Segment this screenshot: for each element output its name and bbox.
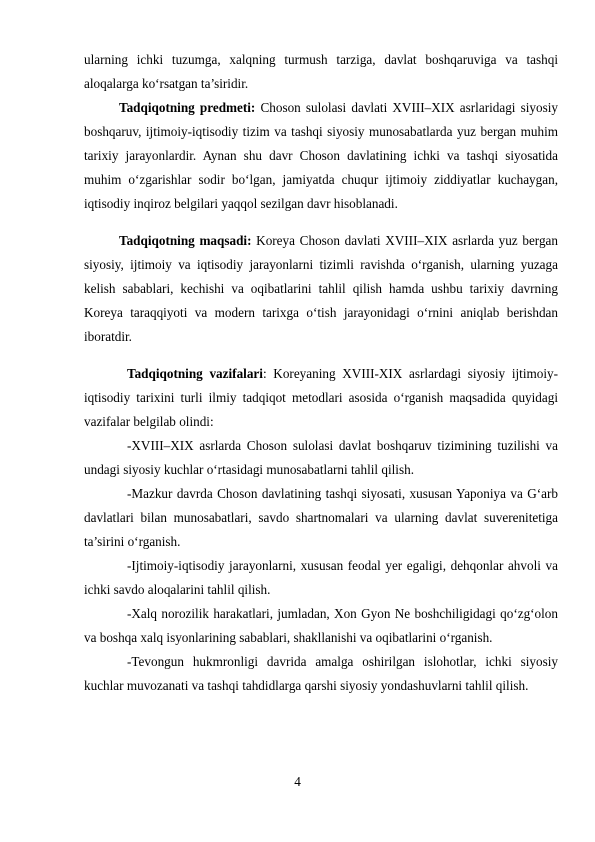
page-number: 4 — [294, 774, 301, 789]
research-tasks-label: Tadqiqotning vazifalari — [127, 366, 263, 381]
research-subject-paragraph — [84, 96, 558, 216]
research-goal-text: Koreya Choson davlati XVIII–XIX asrlarda yuz bergan siyosiy, ijtimoiy va iqtisodiy jarayonlarni tizimli ravishda o‘rganish, ularning yuzaga kelish sabablari, kechishi va oqibatlarini tahlil qilish hamda ushbu tarixiy davrning Koreya taraqqiyoti va modern tarixga o‘tish jarayonidagi o‘rnini aniqlab berishdan iboratdir. — [84, 233, 558, 344]
document-page — [84, 48, 558, 698]
research-goal-label: Tadqiqotning maqsadi: — [119, 233, 252, 248]
research-tasks-paragraph — [84, 362, 558, 434]
task-item: -Tevongun hukmronligi davrida amalga oshirilgan islohotlar, ichki siyosiy kuchlar muvozanati va tashqi tahdidlarga qarshi siyosiy yondashuvlarni tahlil qilish. — [84, 654, 558, 693]
task-item: -Ijtimoiy-iqtisodiy jarayonlarni, xususan feodal yer egaligi, dehqonlar ahvoli va ichki savdo aloqalarini tahlil qilish. — [84, 558, 558, 597]
research-tasks-text: : Koreyaning XVIII-XIX asrlardagi siyosiy ijtimoiy-iqtisodiy tarixini turli ilmiy tadqiqot metodlari asosida o‘rganish maqsadida quyidagi vazifalar belgilab olindi: — [84, 366, 558, 429]
intro-paragraph: ularning ichki tuzumga, xalqning turmush tarziga, davlat boshqaruviga va tashqi aloqalarga ko‘rsatgan ta’siridir. — [84, 52, 558, 91]
task-item: -Mazkur davrda Choson davlatining tashqi siyosati, xususan Yaponiya va G‘arb davlatlari bilan munosabatlari, savdo shartnomalari va ularning davlat suverenitetiga ta’sirini o‘rganish. — [84, 486, 558, 549]
task-item: -Xalq norozilik harakatlari, jumladan, Xon Gyon Ne boshchiligidagi qo‘zg‘olon va boshqa xalq isyonlarining sabablari, shakllanishi va oqibatlarini o‘rganish. — [84, 606, 558, 645]
task-item: -XVIII–XIX asrlarda Choson sulolasi davlat boshqaruv tizimining tuzilishi va undagi siyosiy kuchlar o‘rtasidagi munosabatlarni tahlil qilish. — [84, 438, 558, 477]
research-subject-label: Tadqiqotning predmeti: — [119, 100, 256, 115]
research-subject-text: Choson sulolasi davlati XVIII–XIX asrlaridagi siyosiy boshqaruv, ijtimoiy-iqtisodiy tizim va tashqi siyosiy munosabatlarda yuz bergan muhim tarixiy jarayonlardir. Aynan shu davr Choson davlatining ichki va tashqi siyosatida muhim o‘zgarishlar sodir bo‘lgan, jamiyatda chuqur ijtimoiy ziddiyatlar kuchaygan, iqtisodiy inqiroz belgilari yaqqol sezilgan davr hisoblanadi. — [84, 100, 558, 211]
research-goal-paragraph — [84, 229, 558, 349]
